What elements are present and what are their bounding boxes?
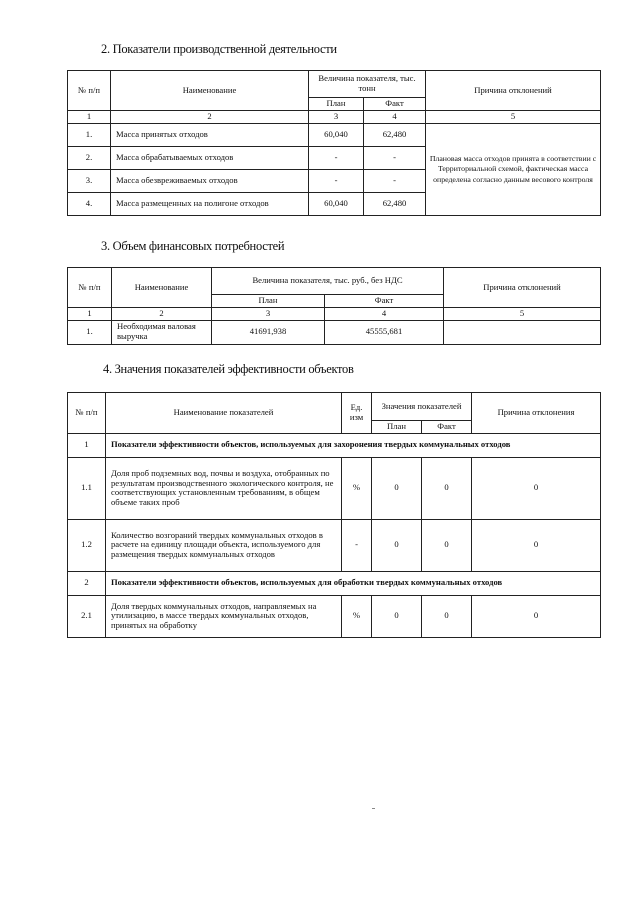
header-num: № п/п [68, 393, 106, 434]
row-fact: 0 [422, 519, 472, 571]
table-row [68, 595, 601, 637]
header-name: Наименование [111, 71, 309, 111]
row-name: Необходимая валовая выручка [112, 320, 212, 344]
row-unit: % [342, 457, 372, 519]
group-row [68, 571, 601, 595]
table-row [68, 124, 601, 147]
row-reason: 0 [472, 595, 601, 637]
header-name: Наименование показателей [106, 393, 342, 434]
row-fact: 62,480 [364, 193, 426, 216]
header-value: Величина показателя, тыс. тонн [309, 71, 426, 98]
row-plan: 0 [372, 595, 422, 637]
col-number: 1 [68, 111, 111, 124]
col-number: 5 [426, 111, 601, 124]
row-num: 3. [68, 170, 111, 193]
header-plan: План [212, 295, 325, 308]
table-row [68, 320, 601, 344]
row-fact: 45555,681 [325, 320, 444, 344]
group-num: 1 [68, 433, 106, 457]
row-num: 2.1 [68, 595, 106, 637]
scan-speck [372, 808, 375, 809]
row-plan: - [309, 170, 364, 193]
row-name: Доля твердых коммунальных отходов, направляемых на утилизацию, в массе твердых коммунальных отходов, принятых на обработку [106, 595, 342, 637]
row-reason: 0 [472, 519, 601, 571]
header-num: № п/п [68, 268, 112, 308]
col-number: 1 [68, 307, 112, 320]
row-num: 4. [68, 193, 111, 216]
row-name: Масса обрабатываемых отходов [111, 147, 309, 170]
production-table [67, 70, 601, 216]
col-number: 3 [309, 111, 364, 124]
row-name: Доля проб подземных вод, почвы и воздуха, отобранных по результатам производственного экологического контроля, не соответствующих установленным требованиям, в общем объеме таких проб [106, 457, 342, 519]
row-fact: 0 [422, 595, 472, 637]
finance-table [67, 267, 601, 345]
section3-title: 3. Объем финансовых потребностей [101, 239, 285, 253]
row-unit: % [342, 595, 372, 637]
row-name: Количество возгораний твердых коммунальных отходов в расчете на единицу площади объекта, используемого для размещения твердых коммунальных отходов [106, 519, 342, 571]
row-fact: - [364, 170, 426, 193]
row-reason [444, 320, 601, 344]
header-value: Величина показателя, тыс. руб., без НДС [212, 268, 444, 295]
header-reason: Причина отклонения [472, 393, 601, 434]
header-unit: Ед. изм [342, 393, 372, 434]
row-num: 1. [68, 124, 111, 147]
row-reason: 0 [472, 457, 601, 519]
row-name: Масса размещенных на полигоне отходов [111, 193, 309, 216]
row-name: Масса обезвреживаемых отходов [111, 170, 309, 193]
row-num: 2. [68, 147, 111, 170]
row-fact: - [364, 147, 426, 170]
table-row [68, 457, 601, 519]
group-num: 2 [68, 571, 106, 595]
header-fact: Факт [364, 98, 426, 111]
header-reason: Причина отклонений [444, 268, 601, 308]
row-fact: 0 [422, 457, 472, 519]
group-row [68, 433, 601, 457]
row-fact: 62,480 [364, 124, 426, 147]
col-number: 2 [112, 307, 212, 320]
col-number: 2 [111, 111, 309, 124]
row-num: 1.2 [68, 519, 106, 571]
header-values: Значения показателей [372, 393, 472, 421]
table-row [68, 519, 601, 571]
reason-cell: Плановая масса отходов принята в соответствии с Территориальной схемой, фактическая масса определена согласно данным весового контроля [426, 124, 601, 216]
section2-title: 2. Показатели производственной деятельности [101, 42, 337, 56]
row-num: 1.1 [68, 457, 106, 519]
col-number: 3 [212, 307, 325, 320]
header-name: Наименование [112, 268, 212, 308]
group-title: Показатели эффективности объектов, используемых для обработки твердых коммунальных отходов [106, 571, 601, 595]
col-number: 4 [325, 307, 444, 320]
col-number: 4 [364, 111, 426, 124]
header-plan: План [372, 421, 422, 434]
row-plan: 41691,938 [212, 320, 325, 344]
header-plan: План [309, 98, 364, 111]
row-plan: 60,040 [309, 193, 364, 216]
header-fact: Факт [325, 295, 444, 308]
row-plan: - [309, 147, 364, 170]
row-unit: - [342, 519, 372, 571]
row-num: 1. [68, 320, 112, 344]
row-plan: 0 [372, 457, 422, 519]
header-num: № п/п [68, 71, 111, 111]
header-fact: Факт [422, 421, 472, 434]
row-plan: 60,040 [309, 124, 364, 147]
row-name: Масса принятых отходов [111, 124, 309, 147]
group-title: Показатели эффективности объектов, используемых для захоронения твердых коммунальных отходов [106, 433, 601, 457]
row-plan: 0 [372, 519, 422, 571]
efficiency-table [67, 392, 601, 638]
section4-title: 4. Значения показателей эффективности объектов [103, 362, 354, 376]
header-reason: Причина отклонений [426, 71, 601, 111]
col-number: 5 [444, 307, 601, 320]
